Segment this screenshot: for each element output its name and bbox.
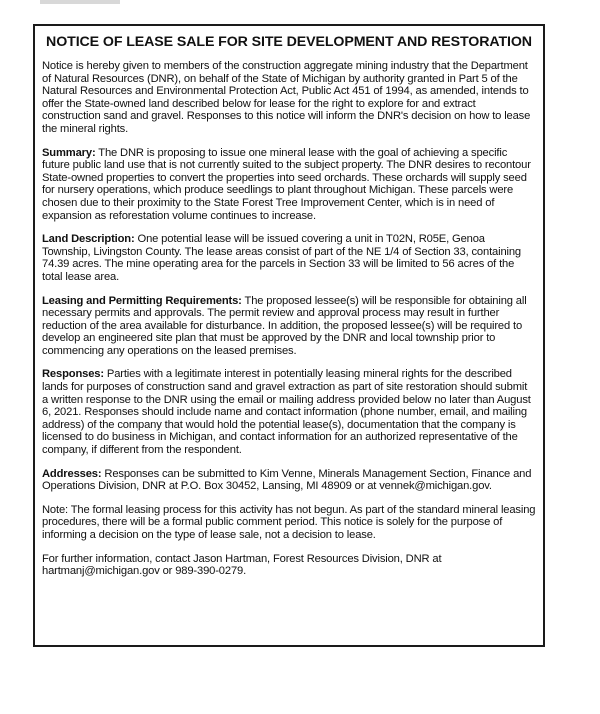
contact-paragraph: For further information, contact Jason Hartman, Forest Resources Division, DNR at hartmanj@michigan.gov or 989-390-0279. xyxy=(42,552,442,578)
intro-paragraph: Notice is hereby given to members of the construction aggregate mining industry that the Department of Natural Resources (DNR), on behalf of the State of Michigan by authority granted in Part 5 of the Natural Resources and Environmental Protection Act, Public Act 451 of 1994, as amended, intends to offer the State-owned land described below for lease for the right to explore for and extract construction sand and gravel. Responses to this notice will inform the DNR's decision on how to lease the mineral rights. xyxy=(42,60,531,135)
leasing-requirements-heading: Leasing and Permitting Requirements: xyxy=(42,294,242,307)
responses-section xyxy=(42,368,536,456)
responses-text: Parties with a legitimate interest in potentially leasing mineral rights for the described lands for purposes of construction sand and gravel extraction as part of site restoration should submit a written response to the DNR using the email or mailing address provided below no later than August 6, 2021. Responses should include name and contact information (phone number, email, and mailing address) of the company that would hold the potential lease(s), documentation that the company is licensed to do business in Michigan, and contact information for an authorized representative of the company, if different from the respondent. xyxy=(42,368,531,457)
summary-section xyxy=(42,147,536,223)
summary-text: The DNR is proposing to issue one mineral lease with the goal of achieving a specific future public land use that is not currently suited to the subject property. The DNR desires to recontour State-owned properties to convert the properties into seed orchards. These orchards will supply seed for nursery operations, which produce seedlings to plant throughout Michigan. These parcels were chosen due to their proximity to the State Forest Tree Improvement Center, which is in need of expansion as reforestation volume continues to increase. xyxy=(42,146,531,222)
land-description-section xyxy=(42,233,536,283)
note-paragraph: Note: The formal leasing process for this activity has not begun. As part of the standard mineral leasing procedures, there will be a formal public comment period. This notice is solely for the purpose of informing a decision on the type of lease sale, not a decision to lease. xyxy=(42,503,536,541)
addresses-section xyxy=(42,468,536,493)
summary-heading: Summary: xyxy=(42,146,96,159)
addresses-heading: Addresses: xyxy=(42,467,102,480)
leasing-requirements-section xyxy=(42,295,536,358)
addresses-text: Responses can be submitted to Kim Venne, Minerals Management Section, Finance and Operations Division, DNR at P.O. Box 30452, Lansing, MI 48909 or at vennek@michigan.gov. xyxy=(42,467,532,493)
notice-title: NOTICE OF LEASE SALE FOR SITE DEVELOPMENT AND RESTORATION xyxy=(46,34,532,50)
land-description-heading: Land Description: xyxy=(42,233,135,246)
notice-box xyxy=(33,24,545,647)
land-description-text: One potential lease will be issued covering a unit in T02N, R05E, Genoa Township, Livingston County. The lease areas consist of part of the NE 1/4 of Section 33, containing 74.39 acres. The mine operating area for the parcels in Section 33 will be limited to 56 acres of the total lease area. xyxy=(42,233,521,283)
responses-heading: Responses: xyxy=(42,368,104,381)
page-edge-shadow xyxy=(40,0,120,4)
leasing-requirements-text: The proposed lessee(s) will be responsible for obtaining all necessary permits and approvals. The permit review and approval process may result in further reduction of the area available for disturbance. In addition, the proposed lessee(s) will be required to develop an engineered site plan that must be approved by the DNR and local township prior to commencing any operations on the leased premises. xyxy=(42,294,527,357)
